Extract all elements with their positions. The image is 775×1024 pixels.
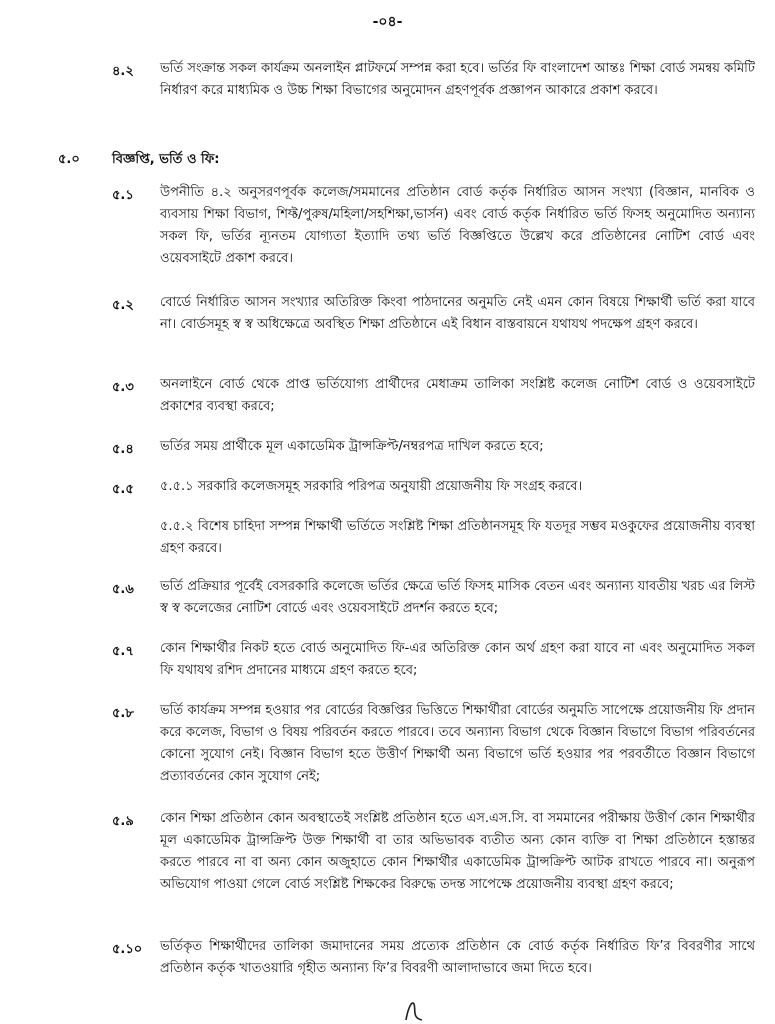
clause-text-5-4: ভর্তির সময় প্রার্থীকে মূল একাডেমিক ট্রান্সক্রিপ্ট/নম্বরপত্র দাখিল করতে হবে; bbox=[160, 439, 544, 454]
clause-number-5-6: ৫.৬ bbox=[112, 582, 134, 597]
clause-number-5-4: ৫.৪ bbox=[112, 442, 134, 457]
section-number-5-0: ৫.০ bbox=[58, 152, 80, 167]
clause-text-5-1: উপনীতি ৪.২ অনুসরণপূর্বক কলেজ/সমমানের প্রতিষ্ঠান বোর্ড কর্তৃক নির্ধারিত আসন সংখ্যা (বিজ্ঞান, মানবিক ও ব্যবসায় শিক্ষা বিভাগ, শিফ্ট/পুরুষ/মহিলা/সহশিক্ষা,ভার্সন) এবং বোর্ড কর্তৃক নির্ধারিত ভর্তি ফিসহ অনুমোদিত অন্যান্য সকল ফি, ভর্তির ন্যূনতম যোগ্যতা ইত্যাদি তথ্য ভর্তি বিজ্ঞপ্তিতে উল্লেখ করে প্রতিষ্ঠানের নোটিশ বোর্ড এবং ওয়েবসাইটে প্রকাশ করবে। bbox=[160, 185, 755, 266]
clause-number-5-7: ৫.৭ bbox=[112, 644, 134, 659]
clause-text-5-5-2: ৫.৫.২ বিশেষ চাহিদা সম্পন্ন শিক্ষার্থী ভর্তিতে সংশ্লিষ্ট শিক্ষা প্রতিষ্ঠানসমূহ ফি যতদূর সম্ভব মওকুফের প্রয়োজনীয় ব্যবস্থা গ্রহণ করবে। bbox=[160, 519, 755, 556]
clause-number-5-8: ৫.৮ bbox=[112, 706, 134, 721]
page-number: -০৪- bbox=[372, 14, 403, 30]
clause-number-5-9: ৫.৯ bbox=[112, 814, 134, 829]
section-title: বিজ্ঞপ্তি, ভর্তি ও ফি: bbox=[112, 152, 220, 167]
clause-text-5-5-1: ৫.৫.১ সরকারি কলেজসমূহ সরকারি পরিপত্র অনুযায়ী প্রয়োজনীয় ফি সংগ্রহ করবে। bbox=[160, 479, 583, 494]
clause-number-4-2: ৪.২ bbox=[112, 64, 134, 79]
clause-text-5-2: বোর্ডে নির্ধারিত আসন সংখ্যার অতিরিক্ত কিংবা পাঠদানের অনুমতি নেই এমন কোন বিষয়ে শিক্ষার্থী ভর্তি করা যাবে না। বোর্ডসমূহ স্ব স্ব অধিক্ষেত্রে অবস্থিত শিক্ষা প্রতিষ্ঠানে এই বিধান বাস্তবায়নে যথাযথ পদক্ষেপ গ্রহণ করবে। bbox=[160, 295, 755, 332]
handwritten-mark bbox=[398, 990, 438, 1024]
clause-text-5-7: কোন শিক্ষার্থীর নিকট হতে বোর্ড অনুমোদিত ফি-এর অতিরিক্ত কোন অর্থ গ্রহণ করা যাবে না এবং অনুমোদিত সকল ফি যথাযথ রশিদ প্রদানের মাধ্যমে গ্রহণ করতে হবে; bbox=[160, 641, 755, 678]
clause-text-5-8: ভর্তি কার্যক্রম সম্পন্ন হওয়ার পর বোর্ডের বিজ্ঞপ্তির ভিত্তিতে শিক্ষার্থীরা বোর্ডের অনুমতি সাপেক্ষে প্রয়োজনীয় ফি প্রদান করে কলেজ, বিভাগ ও বিষয় পরিবর্তন করতে পারবে। তবে অন্যান্য বিভাগ থেকে বিজ্ঞান বিভাগে বিভাগ পরিবর্তনের কোনো সুযোগ নেই। বিজ্ঞান বিভাগ হতে উত্তীর্ণ শিক্ষার্থী অন্য বিভাগে ভর্তি হওয়ার পর পরবর্তীতে বিজ্ঞান বিভাগে প্রত্যাবর্তনের কোন সুযোগ নেই; bbox=[160, 703, 755, 784]
clause-number-5-1: ৫.১ bbox=[112, 188, 134, 203]
clause-number-5-2: ৫.২ bbox=[112, 298, 134, 313]
clause-text-5-6: ভর্তি প্রক্রিয়ার পূর্বেই বেসরকারি কলেজে ভর্তির ক্ষেত্রে ভর্তি ফিসহ মাসিক বেতন এবং অন্যান্য যাবতীয় খরচ এর লিস্ট স্ব স্ব কলেজের নোটিশ বোর্ডে এবং ওয়েবসাইটে প্রদর্শন করতে হবে; bbox=[160, 579, 755, 616]
clause-number-5-5: ৫.৫ bbox=[112, 482, 134, 497]
clause-text-5-9: কোন শিক্ষা প্রতিষ্ঠান কোন অবস্থাতেই সংশ্লিষ্ট প্রতিষ্ঠান হতে এস.এস.সি. বা সমমানের পরীক্ষায় উত্তীর্ণ কোন শিক্ষার্থীর মূল একাডেমিক ট্রান্সক্রিপ্ট উক্ত শিক্ষার্থী বা তার অভিভাবক ব্যতীত অন্য কোন ব্যক্তি বা শিক্ষা প্রতিষ্ঠানে হস্তান্তর করতে পারবে না বা অন্য কোন অজুহাতে কোন শিক্ষার্থীর একাডেমিক ট্রান্সক্রিপ্ট আটক রাখতে পারবে না। অনুরূপ অভিযোগ পাওয়া গেলে বোর্ড সংশ্লিষ্ট শিক্ষকের বিরুদ্ধে তদন্ত সাপেক্ষে প্রয়োজনীয় ব্যবস্থা গ্রহণ করবে; bbox=[160, 811, 755, 892]
clause-number-5-3: ৫.৩ bbox=[112, 380, 134, 395]
clause-number-5-10: ৫.১০ bbox=[112, 942, 143, 957]
clause-text-5-3: অনলাইনে বোর্ড থেকে প্রাপ্ত ভর্তিযোগ্য প্রার্থীদের মেধাক্রম তালিকা সংশ্লিষ্ট কলেজ নোটিশ বোর্ড ও ওয়েবসাইটে প্রকাশের ব্যবস্থা করবে; bbox=[160, 377, 755, 414]
clause-text-4-2: ভর্তি সংক্রান্ত সকল কার্যক্রম অনলাইন প্লাটফর্মে সম্পন্ন করা হবে। ভর্তির ফি বাংলাদেশ আন্তঃ শিক্ষা বোর্ড সমন্বয় কমিটি নির্ধারণ করে মাধ্যমিক ও উচ্চ শিক্ষা বিভাগের অনুমোদন গ্রহণপূর্বক প্রজ্ঞাপন আকারে প্রকাশ করবে। bbox=[160, 61, 755, 98]
clause-text-5-10: ভর্তিকৃত শিক্ষার্থীদের তালিকা জমাদানের সময় প্রত্যেক প্রতিষ্ঠান কে বোর্ড কর্তৃক নির্ধারিত ফি’র বিবরণীর সাথে প্রতিষ্ঠান কর্তৃক খাতওয়ারি গৃহীত অন্যান্য ফি’র বিবরণী আলাদাভাবে জমা দিতে হবে। bbox=[160, 939, 755, 976]
